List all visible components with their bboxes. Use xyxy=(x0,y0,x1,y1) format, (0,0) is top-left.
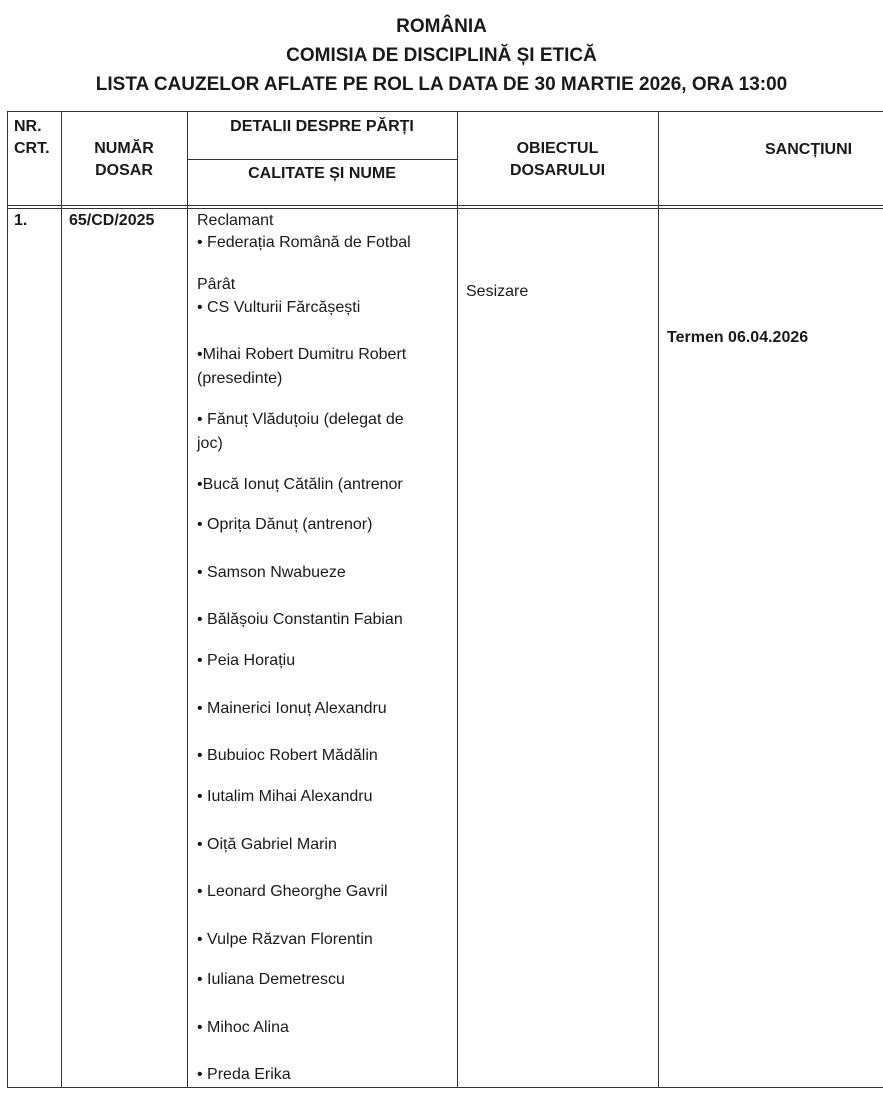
parat-item: • Oiță Gabriel Marin xyxy=(197,836,337,853)
row-sanctiune: Termen 06.04.2026 xyxy=(667,329,809,346)
col-border-obiect xyxy=(658,111,659,1088)
parat-item-cont: (presedinte) xyxy=(197,370,283,387)
document-header xyxy=(0,12,883,99)
parat-item: • Bălășoiu Constantin Fabian xyxy=(197,611,403,628)
parties-header-divider xyxy=(187,159,457,160)
parat-item: • Oprița Dănuț (antrenor) xyxy=(197,516,373,533)
row-dosar: 65/CD/2025 xyxy=(69,212,155,229)
table-top-border xyxy=(7,111,883,112)
header-dosar-line2: DOSAR xyxy=(95,162,153,179)
table-bottom-border xyxy=(7,1087,883,1088)
parat-item: • Leonard Gheorghe Gavril xyxy=(197,883,388,900)
header-parti-top-text: DETALII DESPRE PĂRȚI xyxy=(230,118,414,135)
country-title: ROMÂNIA xyxy=(396,16,487,37)
parat-item: •Bucă Ionuț Cătălin (antrenor xyxy=(197,476,403,493)
parat-item: • Iuliana Demetrescu xyxy=(197,971,345,988)
row-obiect: Sesizare xyxy=(466,283,529,300)
col-border-left xyxy=(7,111,8,1088)
col-border-dosar xyxy=(187,111,188,1088)
parat-item: • Mihoc Alina xyxy=(197,1019,289,1036)
parat-item: • Bubuioc Robert Mădălin xyxy=(197,747,378,764)
parat-item-cont: joc) xyxy=(197,435,223,452)
header-sanctiuni xyxy=(765,139,852,161)
reclamant-label: Reclamant xyxy=(197,212,274,229)
parat-item: • Mainerici Ionuț Alexandru xyxy=(197,700,387,717)
header-dosar xyxy=(61,138,187,182)
header-dosar-line1: NUMĂR xyxy=(94,140,154,157)
col-border-parti xyxy=(457,111,458,1088)
header-obiect-line2: DOSARULUI xyxy=(509,162,606,179)
parat-item: • Iutalim Mihai Alexandru xyxy=(197,788,373,805)
parat-item: • Samson Nwabueze xyxy=(197,564,346,581)
header-parti-bottom xyxy=(187,163,457,185)
parat-item: • Peia Horațiu xyxy=(197,652,296,669)
parat-item: • CS Vulturii Fărcășești xyxy=(197,299,361,316)
col-border-nr xyxy=(61,111,62,1088)
header-parti-top xyxy=(187,116,457,138)
reclamant-name: • Federația Română de Fotbal xyxy=(197,234,411,251)
header-nr-line2: CRT. xyxy=(14,140,50,157)
header-sanctiuni-text: SANCȚIUNI xyxy=(765,141,853,158)
parat-item: • Preda Erika xyxy=(197,1066,291,1083)
header-bottom-border xyxy=(7,205,883,206)
header-bottom-border-2 xyxy=(7,208,883,209)
list-title: LISTA CAUZELOR AFLATE PE ROL LA DATA DE 30 MARTIE 2026, ORA 13:00 xyxy=(95,74,788,95)
header-obiect-line1: OBIECTUL xyxy=(516,140,599,157)
parat-item: • Vulpe Răzvan Florentin xyxy=(197,931,373,948)
parat-label: Pârât xyxy=(197,276,236,293)
header-nr-line1: NR. xyxy=(14,118,42,135)
header-parti-bottom-text: CALITATE ȘI NUME xyxy=(248,165,396,182)
row-nr: 1. xyxy=(14,212,28,229)
commission-title: COMISIA DE DISCIPLINĂ ȘI ETICĂ xyxy=(286,45,597,66)
parat-item: • Fănuț Vlăduțoiu (delegat de xyxy=(197,411,404,428)
header-obiect xyxy=(457,138,658,182)
header-nr xyxy=(14,116,50,160)
parat-item: •Mihai Robert Dumitru Robert xyxy=(197,346,407,363)
